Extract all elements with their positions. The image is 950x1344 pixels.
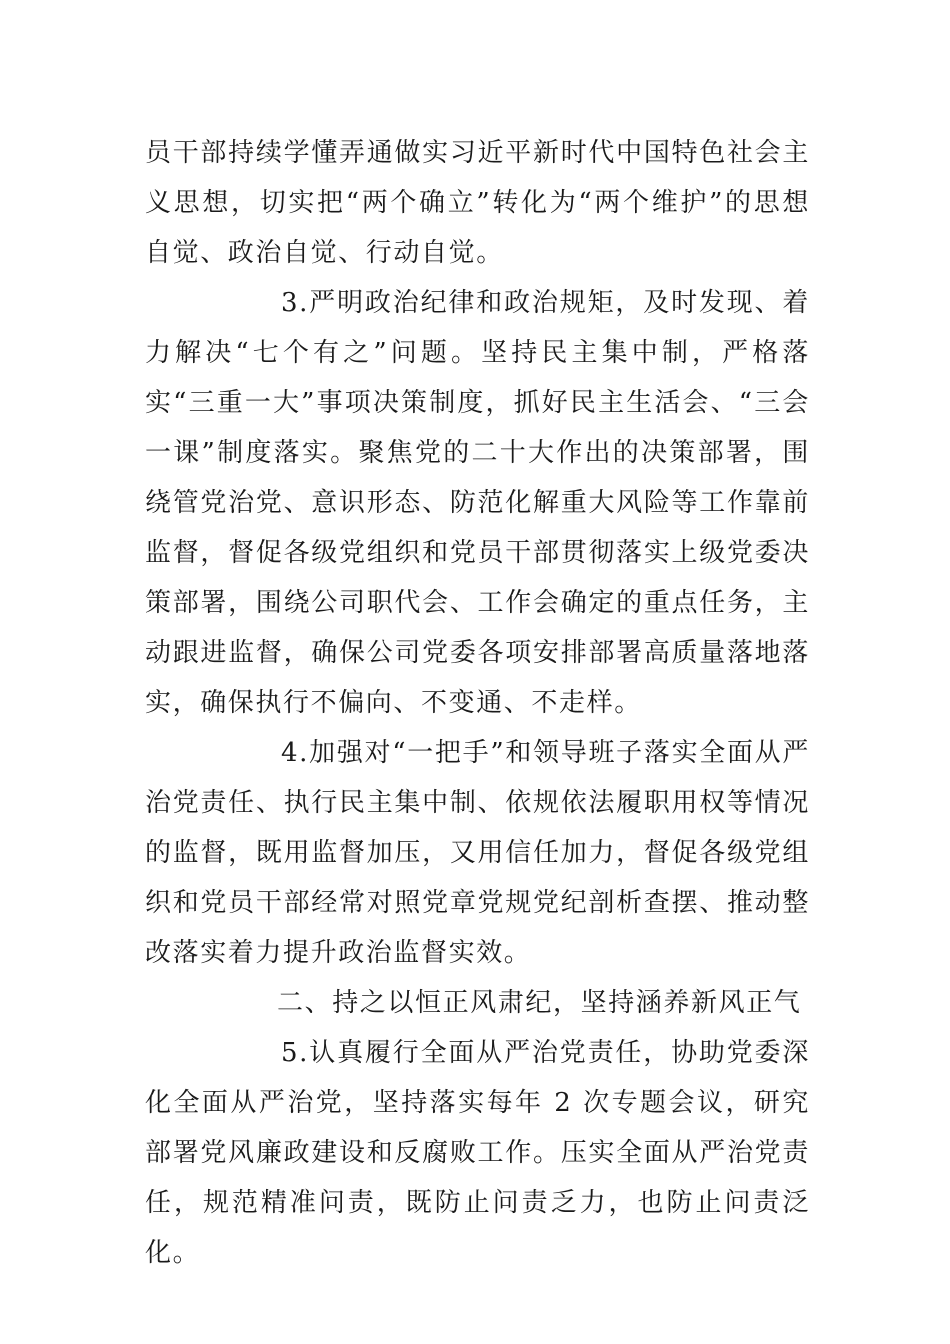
paragraph-item-3: 3.严明政治纪律和政治规矩，及时发现、着力解决“七个有之”问题。坚持民主集中制，严格落实“三重一大”事项决策制度，抓好民主生活会、“三会一课”制度落实。聚焦党的二十大作出的决策部署，围绕管党治党、意识形态、防范化解重大风险等工作靠前监督，督促各级党组织和党员干部贯彻落实上级党委决策部署，围绕公司职代会、工作会确定的重点任务，主动跟进监督，确保公司党委各项安排部署高质量落地落实，确保执行不偏向、不变通、不走样。 <box>145 288 810 718</box>
paragraph-continuation: 员干部持续学懂弄通做实习近平新时代中国特色社会主义思想，切实把“两个确立”转化为“两个维护”的思想自觉、政治自觉、行动自觉。 <box>145 138 810 268</box>
paragraph-item-5: 5.认真履行全面从严治党责任，协助党委深化全面从严治党，坚持落实每年 2 次专题会议，研究部署党风廉政建设和反腐败工作。压实全面从严治党责任，规范精准问责，既防止问责乏力，也防止问责泛化。 <box>145 1038 810 1268</box>
section-heading: 二、持之以恒正风肃纪，坚持涵养新风正气 <box>277 988 802 1018</box>
document-body <box>145 128 810 1278</box>
paragraph-item-4: 4.加强对“一把手”和领导班子落实全面从严治党责任、执行民主集中制、依规依法履职用权等情况的监督，既用监督加压，又用信任加力，督促各级党组织和党员干部经常对照党章党规党纪剖析查摆、推动整改落实着力提升政治监督实效。 <box>145 738 810 968</box>
